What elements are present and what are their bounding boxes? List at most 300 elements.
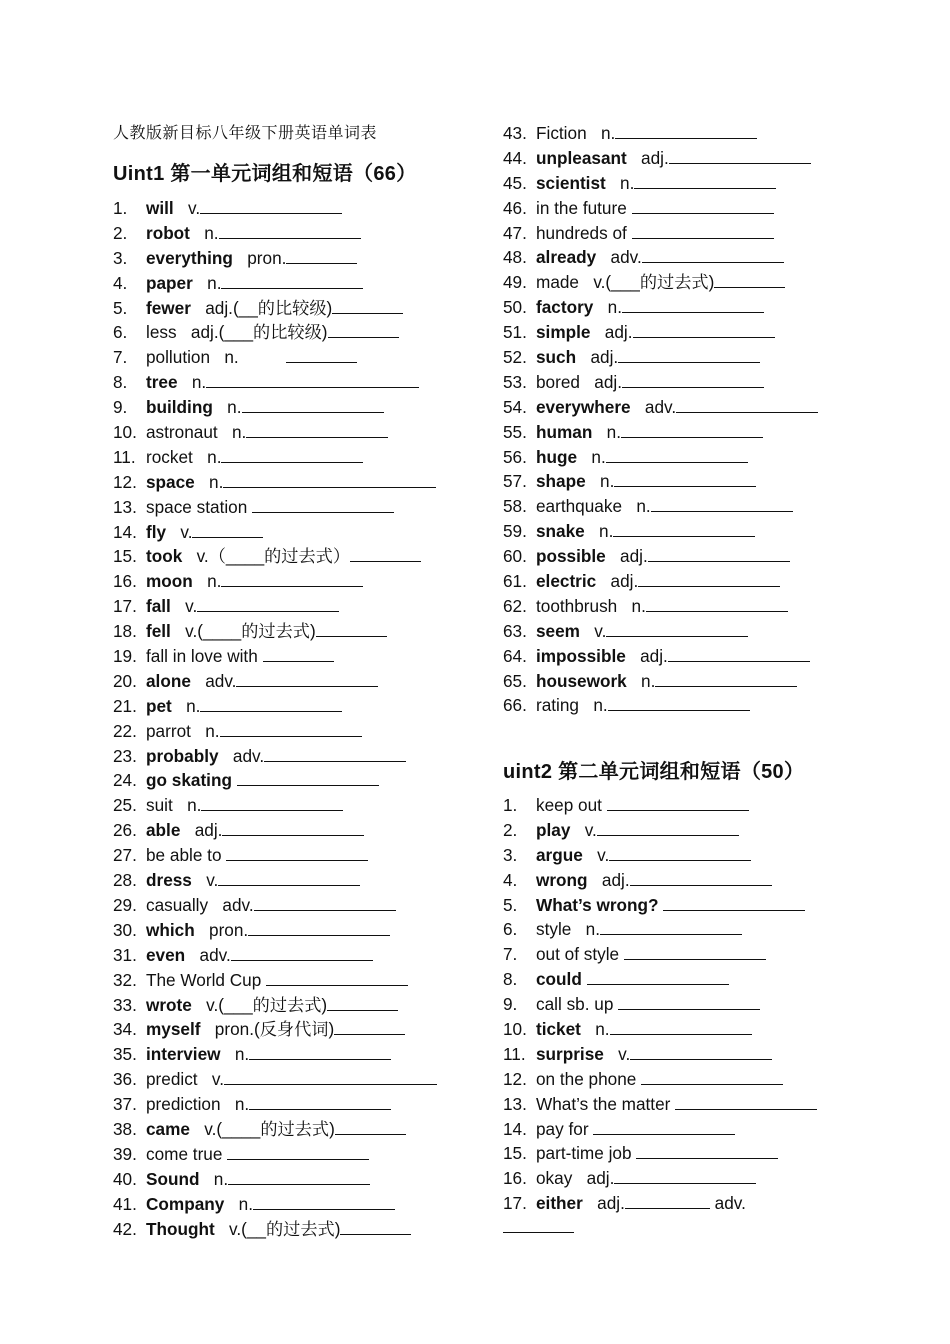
vocab-item xyxy=(113,370,437,395)
vocab-word: surprise xyxy=(536,1043,604,1064)
item-number: 41. xyxy=(113,1193,137,1214)
vocab-item xyxy=(503,270,818,295)
part-of-speech: n. xyxy=(220,1044,250,1065)
vocab-item xyxy=(503,519,818,544)
vocab-item xyxy=(503,345,818,370)
part-of-speech: n. xyxy=(605,172,635,193)
answer-blank[interactable] xyxy=(350,547,421,562)
answer-blank[interactable] xyxy=(714,273,785,288)
vocab-item xyxy=(113,719,437,744)
vocab-item xyxy=(113,943,437,968)
unit1-list-part1 xyxy=(113,196,437,1241)
answer-blank[interactable] xyxy=(632,224,774,239)
vocab-item xyxy=(503,494,818,519)
answer-blank[interactable] xyxy=(286,249,357,264)
vocab-item xyxy=(503,245,818,270)
answer-blank[interactable] xyxy=(669,149,811,164)
answer-blank[interactable] xyxy=(607,796,749,811)
part-of-speech: n. xyxy=(212,397,242,418)
vocab-item xyxy=(503,1117,817,1142)
answer-blank[interactable] xyxy=(634,174,776,189)
vocab-word: space station xyxy=(146,496,248,517)
part-of-speech: v.(__的过去式) xyxy=(214,1218,341,1239)
answer-blank[interactable] xyxy=(614,472,756,487)
answer-blank[interactable] xyxy=(597,821,739,836)
item-number: 22. xyxy=(113,720,137,741)
answer-blank[interactable] xyxy=(236,672,378,687)
item-number: 60. xyxy=(503,546,527,567)
part-of-speech: adj. xyxy=(572,1168,615,1189)
answer-blank[interactable] xyxy=(219,224,361,239)
vocab-item xyxy=(113,246,437,271)
answer-blank[interactable] xyxy=(206,373,419,388)
vocab-word: rating xyxy=(536,695,579,716)
vocab-item xyxy=(113,470,437,495)
item-number: 9. xyxy=(113,397,128,418)
vocab-item xyxy=(503,644,818,669)
answer-blank[interactable] xyxy=(636,1144,778,1159)
vocab-item xyxy=(503,594,818,619)
vocab-item xyxy=(503,121,818,146)
vocab-item xyxy=(113,793,437,818)
part-of-speech: n. xyxy=(584,521,614,542)
vocab-word: electric xyxy=(536,571,597,592)
vocab-item xyxy=(503,1042,817,1067)
item-number: 1. xyxy=(503,795,518,815)
item-number: 14. xyxy=(503,1118,527,1139)
answer-blank[interactable] xyxy=(663,896,805,911)
vocab-item xyxy=(113,1092,437,1117)
vocab-item xyxy=(503,793,817,818)
item-number: 50. xyxy=(503,297,527,318)
part-of-speech: n. xyxy=(571,919,601,940)
vocab-item xyxy=(503,942,817,967)
vocab-word: call sb. up xyxy=(536,994,614,1015)
vocab-word: in the future xyxy=(536,197,627,218)
answer-blank[interactable] xyxy=(618,995,760,1010)
item-number: 21. xyxy=(113,695,137,716)
vocab-word: What’s the matter xyxy=(536,1093,671,1114)
item-number: 46. xyxy=(503,197,527,218)
vocab-word: already xyxy=(536,247,597,268)
answer-blank[interactable] xyxy=(593,1120,735,1135)
vocab-word: paper xyxy=(146,272,193,293)
item-number: 53. xyxy=(503,371,527,392)
answer-blank[interactable] xyxy=(228,1170,370,1185)
part-of-speech: n. xyxy=(580,1019,610,1040)
part-of-speech: n. xyxy=(192,446,222,467)
vocab-word: space xyxy=(146,471,195,492)
vocab-word: pay for xyxy=(536,1118,589,1139)
answer-blank[interactable] xyxy=(224,1070,437,1085)
vocab-word: bored xyxy=(536,371,580,392)
answer-blank[interactable] xyxy=(253,1195,395,1210)
vocab-item xyxy=(113,520,437,545)
vocab-item xyxy=(113,345,437,370)
item-number: 9. xyxy=(503,994,518,1015)
part-of-speech: adj.(__的比较级) xyxy=(190,297,333,318)
item-number: 15. xyxy=(113,546,137,567)
vocab-word: everything xyxy=(146,247,233,268)
answer-blank[interactable] xyxy=(221,572,363,587)
vocab-word: play xyxy=(536,819,571,840)
vocab-word: fall in love with xyxy=(146,646,258,667)
answer-blank[interactable] xyxy=(222,821,364,836)
part-of-speech: n. xyxy=(172,795,202,816)
vocab-word: out of style xyxy=(536,944,620,965)
vocab-item xyxy=(113,594,437,619)
answer-blank[interactable] xyxy=(334,1020,405,1035)
item-number: 19. xyxy=(113,646,137,667)
item-number: 48. xyxy=(503,247,527,268)
vocab-item xyxy=(503,544,818,569)
answer-blank[interactable] xyxy=(651,497,793,512)
vocab-item xyxy=(503,1017,817,1042)
vocab-word: Company xyxy=(146,1193,225,1214)
vocab-item xyxy=(113,320,437,345)
vocab-item xyxy=(113,868,437,893)
part-of-speech: n. xyxy=(577,446,606,467)
vocab-item xyxy=(503,221,818,246)
answer-blank[interactable] xyxy=(655,672,797,687)
vocab-word: less xyxy=(146,322,177,343)
answer-blank[interactable] xyxy=(249,1095,391,1110)
answer-blank[interactable] xyxy=(668,647,810,662)
item-number: 20. xyxy=(113,670,137,691)
item-number: 23. xyxy=(113,745,137,766)
item-number: 36. xyxy=(113,1069,137,1090)
vocab-word: pollution xyxy=(146,347,211,368)
vocab-word: made xyxy=(536,272,579,293)
item-number: 47. xyxy=(503,222,527,243)
answer-blank[interactable] xyxy=(200,697,342,712)
vocab-item xyxy=(113,296,437,321)
part-of-speech: n. xyxy=(171,695,201,716)
answer-blank[interactable] xyxy=(622,298,764,313)
vocab-word: fly xyxy=(146,521,167,542)
vocab-item xyxy=(113,644,437,669)
item-number: 8. xyxy=(113,372,128,393)
part-of-speech: v. xyxy=(579,620,607,641)
item-number: 29. xyxy=(113,894,137,915)
answer-blank[interactable] xyxy=(221,274,363,289)
answer-blank[interactable] xyxy=(608,696,750,711)
vocab-item xyxy=(113,495,437,520)
vocab-word: hundreds of xyxy=(536,222,627,243)
vocab-word: scientist xyxy=(536,172,606,193)
answer-blank[interactable] xyxy=(263,647,334,662)
answer-blank[interactable] xyxy=(622,373,764,388)
vocab-item xyxy=(113,544,437,569)
part-of-speech: adv. xyxy=(218,745,265,766)
part-of-speech: v. xyxy=(166,521,193,542)
answer-blank[interactable] xyxy=(606,622,748,637)
part-of-speech: adv. xyxy=(596,247,642,268)
item-number: 5. xyxy=(113,297,128,318)
vocab-word: keep out xyxy=(536,795,602,815)
vocab-item xyxy=(503,420,818,445)
answer-blank[interactable] xyxy=(624,945,766,960)
vocab-item xyxy=(503,843,817,868)
item-number: 32. xyxy=(113,969,137,990)
answer-blank[interactable] xyxy=(332,299,403,314)
unit1-heading: Uint1 第一单元词组和短语（66） xyxy=(113,163,417,185)
vocab-item xyxy=(113,619,437,644)
vocab-word: be able to xyxy=(146,845,222,866)
vocab-word: wrong xyxy=(536,869,588,890)
vocab-item xyxy=(113,893,437,918)
vocab-item xyxy=(503,1141,817,1166)
answer-blank[interactable] xyxy=(201,796,343,811)
answer-blank[interactable] xyxy=(676,398,818,413)
answer-blank[interactable] xyxy=(218,871,360,886)
part-of-speech: n. xyxy=(194,471,224,492)
vocab-word: huge xyxy=(536,446,578,467)
vocab-word: simple xyxy=(536,322,591,343)
vocab-word: predict xyxy=(146,1069,198,1090)
vocab-word: robot xyxy=(146,222,190,243)
vocab-item xyxy=(503,868,817,893)
item-number: 61. xyxy=(503,571,527,592)
vocab-word: argue xyxy=(536,844,583,865)
vocab-word: part-time job xyxy=(536,1143,632,1164)
part-of-speech: adv. xyxy=(190,670,237,691)
vocab-item xyxy=(113,1217,437,1242)
part-of-speech: adj.(___的比较级) xyxy=(176,322,328,343)
item-number: 43. xyxy=(503,123,527,143)
part-of-speech: adv. xyxy=(185,944,231,965)
vocab-item xyxy=(503,693,818,718)
item-number: 18. xyxy=(113,621,137,642)
part-of-speech: adj. xyxy=(180,820,223,841)
vocab-word: The World Cup xyxy=(146,969,262,990)
item-number: 5. xyxy=(503,894,518,915)
part-of-speech: n. xyxy=(199,1168,229,1189)
part-of-speech: n. xyxy=(217,422,247,443)
answer-blank[interactable] xyxy=(246,423,388,438)
item-number: 10. xyxy=(113,422,137,443)
answer-blank[interactable] xyxy=(316,622,387,637)
vocab-word: fell xyxy=(146,621,171,642)
vocab-word: shape xyxy=(536,471,586,492)
answer-blank[interactable] xyxy=(226,846,368,861)
item-number: 6. xyxy=(113,322,128,343)
item-number: 52. xyxy=(503,347,527,368)
answer-blank[interactable] xyxy=(503,1218,574,1233)
answer-blank[interactable] xyxy=(266,971,408,986)
vocab-item xyxy=(503,569,818,594)
answer-blank[interactable] xyxy=(192,523,263,538)
item-number: 40. xyxy=(113,1168,137,1189)
answer-blank[interactable] xyxy=(618,348,760,363)
vocab-item xyxy=(503,196,818,221)
answer-blank[interactable] xyxy=(340,1220,411,1235)
answer-blank[interactable] xyxy=(606,448,748,463)
item-number: 16. xyxy=(503,1168,527,1189)
answer-blank[interactable] xyxy=(252,498,394,513)
vocab-item xyxy=(503,445,818,470)
part-of-speech: v.(____的过去式) xyxy=(189,1118,335,1139)
answer-blank[interactable] xyxy=(675,1095,817,1110)
vocab-item xyxy=(503,295,818,320)
part-of-speech: n. xyxy=(189,222,219,243)
vocab-word: fewer xyxy=(146,297,191,318)
answer-blank[interactable] xyxy=(231,946,373,961)
item-number: 11. xyxy=(503,1043,526,1064)
answer-blank[interactable] xyxy=(613,522,755,537)
part-of-speech: n. xyxy=(593,297,622,318)
part-of-speech: n. xyxy=(585,471,615,492)
item-number: 7. xyxy=(113,347,128,368)
part-of-speech: n. xyxy=(192,571,222,592)
answer-blank[interactable] xyxy=(633,323,775,338)
answer-blank[interactable] xyxy=(286,348,357,363)
item-number: 57. xyxy=(503,471,527,492)
answer-blank[interactable] xyxy=(625,1194,710,1209)
vocab-word: astronaut xyxy=(146,422,218,443)
answer-blank[interactable] xyxy=(197,597,339,612)
item-number: 3. xyxy=(113,247,128,268)
answer-blank[interactable] xyxy=(587,970,729,985)
answer-blank[interactable] xyxy=(248,921,390,936)
unit2-heading: uint2 第二单元词组和短语（50） xyxy=(503,761,805,783)
vocab-word: wrote xyxy=(146,994,192,1015)
answer-blank[interactable] xyxy=(638,572,780,587)
answer-blank[interactable] xyxy=(335,1120,406,1135)
item-number: 42. xyxy=(113,1218,137,1239)
item-number: 58. xyxy=(503,496,527,517)
part-of-speech: n. xyxy=(190,720,220,741)
answer-blank[interactable] xyxy=(227,1145,369,1160)
answer-blank[interactable] xyxy=(610,1020,752,1035)
vocab-word: on the phone xyxy=(536,1068,637,1089)
item-number: 55. xyxy=(503,421,527,442)
part-of-speech: v. xyxy=(603,1043,631,1064)
vocab-item xyxy=(113,1142,437,1167)
vocab-word: either xyxy=(536,1193,583,1214)
part-of-speech: v.(___的过去式) xyxy=(191,994,328,1015)
vocab-item xyxy=(503,818,817,843)
answer-blank[interactable] xyxy=(254,896,396,911)
wrapped-answer-blank xyxy=(503,1218,574,1238)
vocab-word: interview xyxy=(146,1044,221,1065)
item-number: 6. xyxy=(503,919,518,940)
vocab-word: human xyxy=(536,421,593,442)
answer-blank[interactable] xyxy=(646,597,788,612)
vocab-word: moon xyxy=(146,571,193,592)
item-number: 56. xyxy=(503,446,527,467)
vocab-word: What’s wrong? xyxy=(536,894,659,915)
item-number: 1. xyxy=(113,198,128,218)
item-number: 24. xyxy=(113,770,137,791)
part-of-speech: adj. xyxy=(582,1193,625,1214)
item-number: 44. xyxy=(503,147,527,168)
item-number: 45. xyxy=(503,172,527,193)
item-number: 13. xyxy=(503,1093,527,1114)
part-of-speech: adv. xyxy=(630,396,677,417)
part-of-speech: n. xyxy=(586,123,616,143)
part-of-speech: pron. xyxy=(232,247,287,268)
vocab-item xyxy=(113,420,437,445)
vocab-word: seem xyxy=(536,620,580,641)
item-number: 33. xyxy=(113,994,137,1015)
vocab-item xyxy=(503,469,818,494)
vocab-word: toothbrush xyxy=(536,595,618,616)
item-number: 31. xyxy=(113,944,137,965)
answer-blank[interactable] xyxy=(609,846,751,861)
part-of-speech: adj. xyxy=(590,322,633,343)
part-of-speech: n. xyxy=(617,595,646,616)
item-number: 15. xyxy=(503,1143,527,1164)
item-number: 38. xyxy=(113,1118,137,1139)
item-number: 65. xyxy=(503,670,527,691)
part-of-speech: pron. xyxy=(194,919,249,940)
item-number: 39. xyxy=(113,1143,137,1164)
vocab-word: factory xyxy=(536,297,594,318)
answer-blank[interactable] xyxy=(328,323,399,338)
answer-blank[interactable] xyxy=(223,473,436,488)
item-number: 10. xyxy=(503,1019,527,1040)
answer-blank[interactable] xyxy=(615,124,757,139)
vocab-item xyxy=(113,221,437,246)
answer-blank[interactable] xyxy=(641,1070,783,1085)
answer-blank[interactable] xyxy=(237,771,379,786)
vocab-word: will xyxy=(146,198,174,218)
answer-blank[interactable] xyxy=(630,871,772,886)
vocab-word: came xyxy=(146,1118,190,1139)
answer-blank[interactable] xyxy=(221,448,363,463)
vocab-word: style xyxy=(536,919,572,940)
item-number: 54. xyxy=(503,396,527,417)
vocab-word: probably xyxy=(146,745,219,766)
item-number: 2. xyxy=(503,819,518,840)
part-of-speech: v. xyxy=(570,819,597,840)
vocab-item xyxy=(113,1017,437,1042)
vocab-item xyxy=(113,744,437,769)
answer-blank[interactable] xyxy=(614,1169,756,1184)
answer-blank[interactable] xyxy=(249,1045,391,1060)
vocab-item xyxy=(503,395,818,420)
answer-blank[interactable] xyxy=(327,996,398,1011)
part-of-speech: v.(____的过去式) xyxy=(170,621,316,642)
answer-blank[interactable] xyxy=(630,1045,772,1060)
vocab-word: housework xyxy=(536,670,627,691)
part-of-speech: v. xyxy=(197,1069,225,1090)
answer-blank[interactable] xyxy=(600,920,742,935)
answer-blank[interactable] xyxy=(632,199,774,214)
vocab-word: snake xyxy=(536,521,585,542)
vocab-word: prediction xyxy=(146,1094,221,1115)
item-number: 2. xyxy=(113,222,128,243)
item-number: 26. xyxy=(113,820,137,841)
answer-blank[interactable] xyxy=(264,747,406,762)
part-of-speech: adj. xyxy=(596,571,639,592)
answer-blank[interactable] xyxy=(242,398,384,413)
answer-blank[interactable] xyxy=(648,547,790,562)
part-of-speech: n. xyxy=(220,1094,250,1115)
answer-blank[interactable] xyxy=(621,423,763,438)
answer-blank[interactable] xyxy=(642,248,784,263)
vocab-item xyxy=(113,445,437,470)
vocab-word: such xyxy=(536,347,577,368)
vocab-item xyxy=(113,843,437,868)
part-of-speech: n. xyxy=(622,496,651,517)
vocab-word: took xyxy=(146,546,183,567)
item-number: 34. xyxy=(113,1019,137,1040)
answer-blank[interactable] xyxy=(220,722,362,737)
vocab-word: casually xyxy=(146,894,209,915)
answer-blank[interactable] xyxy=(200,199,342,214)
